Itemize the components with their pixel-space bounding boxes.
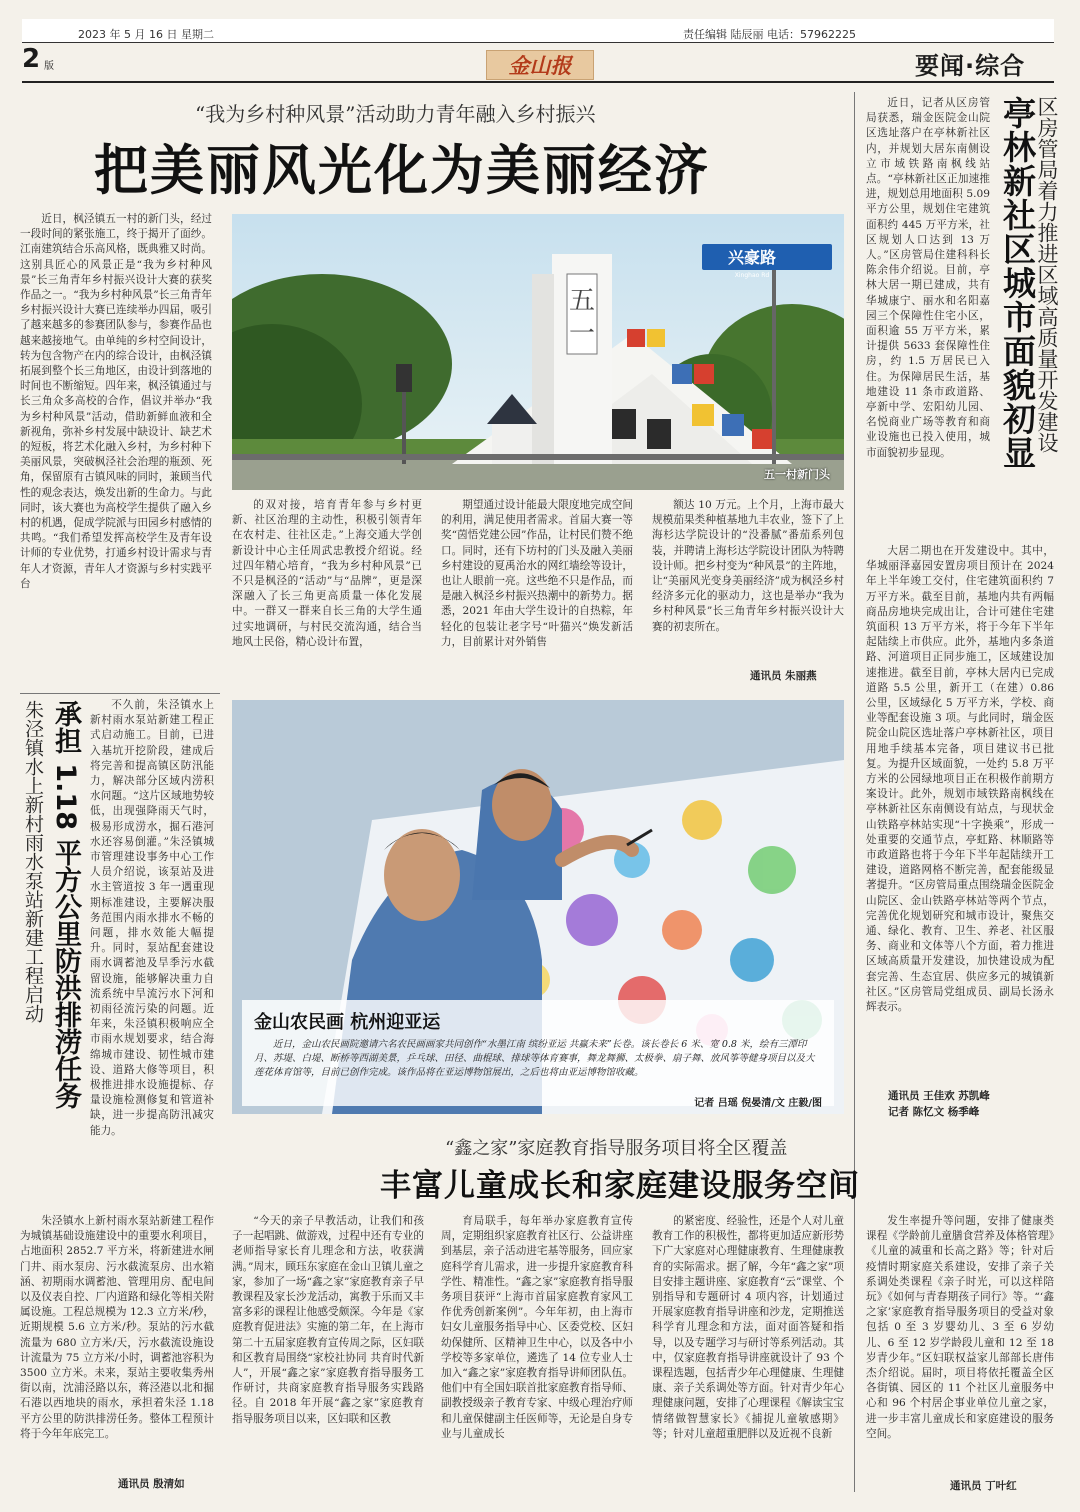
article4-col4: 发生率提升等问题，安排了健康类课程《学龄前儿童膳食营养及体格管理》《儿童的减重和长高之路》等；针对后疫情时期家庭关系建设，安排了亲子关系调处类课程《亲子时光，可以这样陪玩》《如何与青春期孩子同行》等。“‘鑫之家’家庭教育指导服务项目的受益对象包括 0 至 3 岁婴幼儿、3 至 6 岁幼儿、6 至 12 岁学龄段儿童和 12 至 18 岁青少年。”区妇联权益家儿部部长唐伟杰介绍说。届时，项目将依托覆盖全区各街镇、园区的 11 个社区儿童服务中心和 96 个村居企事业单位儿童之家，进一步丰富儿童成长和家庭建设的服务空间。 [866,1215,1054,1440]
article4-byline: 通讯员 丁叶红 [950,1480,1017,1492]
article1-kicker: “我为乡村种风景”活动助力青年融入乡村振兴 [195,102,596,126]
photo-feature-title: 金山农民画 杭州迎亚运 [254,1012,441,1033]
article4-col1: “今天的亲子早教活动，让我们和孩子一起唱跳、做游戏，过程中还有专业的老师指导家长育儿理念和方法，收获满满。”周末，顾珏东家庭在金山卫镇儿童之家，参加了一场“鑫之家”家庭教育亲子早教课程及家长沙龙活动，寓教于乐而又丰富多彩的课程让他感受颇深。今年是《家庭教育促进法》实施的第二年，在上海市第二十五届家庭教育宣传周之际，区妇联和区教育局围绕“家校社协同 共育时代新人”，开展“鑫之家”家庭教育指导服务工作研讨，共商家庭教育指导服务实践路径。自 2018 年开展“鑫之家”家庭教育指导服务项目以来，区妇联和区教 [232,1215,424,1425]
page-suffix: 版 [44,61,54,72]
article1-photo [232,214,844,490]
svg-text:五: 五 [568,286,596,316]
photo-feature-credit: 记者 吕瑶 倪晏清/文 庄毅/图 [694,1098,822,1109]
article2-headline: 亭林新社区城市面貌初显 [998,96,1037,470]
article1-col3: 期望通过设计能最大限度地完成空间的利用，满足使用者需求。首届大赛一等奖“茵悟党建公园”作品，让村民们赞不绝口。同时，还有下坊村的门头及融入美丽乡村建设的夏禹治水的网红墙绘等设计，也让人眼前一亮。这些绝不只是作品，而是融入枫泾乡村振兴热潮中的新势力。据悉，2021 年由大学生设计的自热粽，年轻化的包装让老字号“叶猫兴”焕发新活力，目前累计对外销售 [441,499,633,648]
masthead-text: 金山报 [508,53,572,78]
street-sign-pinyin: Xinghao Rd [734,272,770,279]
article1-byline: 通讯员 朱丽燕 [750,670,817,682]
article3-top-rule [20,693,220,694]
street-sign-text: 兴豪路 [727,248,777,267]
article2-col-bottom: 大居二期也在开发建设中。其中，华城丽泽嘉园安置房项目预计在 2024 年上半年竣工交付，住宅建筑面积约 7 万平方米。截至目前，基地内共有两幅商品房地块完成出让，合计可建住宅建筑面积 13 万平方米，将于今年下半年起陆续上市供应。此外，基地内多条道路、河道项目正同步施工，区域建设加速推进。截至目前，亭林大居内已完成道路 5.5 公里，新开工（在建）0.86 公里，区域绿化 5 万平方米，学校、商业等配套设施 3 项。与此同时，瑞金医院金山院区选址落户亭林新社区，项目用地手续基本完备，项目建议书已批复。为提升区域面貌，一处约 5.8 万平方米的公园绿地项目正在积极作前期方案设计。此外，规划市域铁路南枫线在亭林新社区东南侧设有站点，与现状金山铁路亭林站实现“十字换乘”，形成一处重要的交通节点，亭虹路、林顺路等市政道路也将于今年下半年起陆续开工建设，道路网格不断完善，配套能级显著提升。“区房管局重点围绕瑞金医院金山院区、金山铁路亭林站等两个节点，完善优化规划研究和城市设计，聚焦交通、绿化、教育、卫生、养老、社区服务、商业和文体等八个方面，着力推进区域高质量开发建设，加快建设成为配套完善、生态宜居、供应多元的城镇新社区。”区房管局党组成员、副局长汤永辉表示。 [866,545,1054,1014]
article4-kicker: “鑫之家”家庭教育指导服务项目将全区覆盖 [445,1138,788,1159]
header-date: 2023 年 5 月 16 日 星期二 [78,28,214,41]
article1-headline: 把美丽风光化为美丽经济 [94,139,710,202]
photo-feature-caption-box [242,1000,834,1109]
svg-text:一: 一 [568,319,596,349]
article1-col4: 额达 10 万元。上个月，上海市最大规模茄果类种植基地九丰农业，签下了上海杉达学院设计的“没番腻”番茄系列包装，并聘请上海杉达学院设计团队为特聘设计师。把乡村变为“种风景”的主阵地，让“美丽风光变身美丽经济”成为枫泾乡村经济多元化的驱动力，这也是举办“我为乡村种风景”长三角青年乡村振兴设计大赛的初衷所在。 [652,499,844,633]
article3-subhead: 朱泾镇水上新村雨水泵站新建工程启动 [22,700,44,1023]
photo-feature-text: 近日，金山农民画院邀请六名农民画画家共同创作“水墨江南 缤纷亚运 共赢未来”长卷。该长卷长 6 米、宽 0.8 米，绘有三潭印月、苏堤、白堤、断桥等西湖美景，乒乓球、田径、曲棍球、排球等体育赛事，舞龙舞狮、太极拳、扇子舞、放风筝等健身项目以及大莲花体育馆等，目前已创作完成。该作品将在亚运博物馆展出，之后也将由亚运博物馆收藏。 [254,1039,815,1078]
article3-col: 不久前，朱泾镇水上新村雨水泵站新建工程正式启动施工。目前，已进入基坑开挖阶段，建成后将完善和提高镇区防汛能力，解决部分区域内涝积水问题。“这片区域地势较低，出现强降雨天气时，极易形成涝水，掘石港河水还容易倒灌。”朱泾镇城市管理建设事务中心工作人员介绍说，该泵站及进水主管道按 3 年一遇重现期标准建设，主要解决服务范围内雨水排水不畅的问题，排水效能大幅提升。同时，泵站配套建设雨水调蓄池及旱季污水截留设施，能够解决重力自流系统中旱流污水下河和初雨径流污染的问题。近年来，朱泾镇积极响应全市雨水规划要求，结合海绵城市建设、韧性城市建设、道路大修等项目，积极推进排水设施提标、存量设施检测修复和管道补缺，进一步提高防汛减灾能力。 [90,699,214,1137]
article4-col2: 育局联手，每年举办家庭教育宣传周，定期组织家庭教育社区行、公益讲座到基层，亲子活动进宅基等服务，回应家庭科学育儿需求，进一步提升家庭教育科学性、精准性。“鑫之家”家庭教育指导服务项目获评“上海市首届家庭教育家风工作优秀创新案例”。今年年初，由上海市妇女儿童服务指导中心、区委党校、区妇幼保健所、区精神卫生中心，以及各中小学校等多家单位，遴选了 14 位专业人士加入“鑫之家”家庭教育指导讲师团队伍。他们中有全国妇联首批家庭教育指导师、副教授级亲子教育专家、中级心理治疗师和儿童保健副主任医师等，无论是自身专业与儿童成长 [441,1215,633,1440]
article1-photo-caption: 五一村新门头 [764,468,830,481]
article4-col3: 的紧密度、经验性，还是个人对儿童教育工作的积极性，都将更加适应新形势下广大家庭对心理健康教育、生理健康教育的实际需求。据了解，今年“鑫之家”项目安排主题讲座、家庭教育“云”课堂、个别指导和专题研讨 4 项内容，计划通过开展家庭教育指导讲座和沙龙，定期推送科学育儿理念和方法，面对面答疑和指导，以及专题学习与研讨等系列活动。其中，仅家庭教育指导讲座就设计了 93 个课程选题，包括青少年心理健康、生理健康、亲子关系调处等方面。针对青少年心理健康问题，安排了心理课程《解读宝宝情绪做智慧家长》《捕捉儿童敏感期》等；针对儿童超重肥胖以及近视不良新 [652,1215,844,1440]
article3-byline: 通讯员 殷清如 [118,1478,185,1490]
header-bottom-rule [22,81,1054,83]
article2-subhead: 区房管局着力推进区域高质量开发建设 [1035,96,1059,453]
masthead-logo [486,50,594,80]
article4-headline: 丰富儿童成长和家庭建设服务空间 [380,1168,860,1204]
section-title: 要闻·综合 [915,52,1026,80]
article2-byline1: 通讯员 王佳欢 苏凯峰 [888,1090,990,1102]
photo-feature [232,700,844,1114]
page-number: 2 [22,44,41,74]
article1-col1: 近日，枫泾镇五一村的新门头，经过一段时间的紧张施工，终于揭开了面纱。江南建筑结合乐高风格，既典雅又时尚。这别具匠心的风景正是“我为乡村种风景”长三角青年乡村振兴设计大赛的获奖作品之一。“我为乡村种风景”长三角青年乡村振兴设计大赛已连续举办四届，吸引了越来越多的参赛团队参与，参赛作品也越来越接地气。由单纯的乡村空间设计，转为包含物产在内的综合设计，由枫泾镇拓展到整个长三角地区，由设计到落地的时间也不断缩短。四年来，枫泾镇通过与长三角众多高校的合作，倡议并举办“我为乡村种风景”活动，借助新鲜血液和全新视角，弥补乡村发展中缺设计、缺艺术的短板，将艺术化融入乡村，为乡村种下美丽风景，突破枫泾社会治理的瓶颈、死角，保留原有古镇风味的同时，兼顾当代性的观念表达，焕发出新的生命力。与此同时，该大赛也为高校学生提供了融入乡村的机遇，促成学院派与田园乡村感情的共鸣。“我们希望发挥高校学生及青年设计师的专业优势，打通乡村设计需求与青年人才资源，青年人才资源与乡村实践平台 [20,213,212,590]
article3-col-full: 朱泾镇水上新村雨水泵站新建工程作为城镇基础设施建设中的重要水利项目，占地面积 2852.7 平方米，将新建进水闸门井、雨水泵房、污水截流泵房、出水箱涵、初期雨水调蓄池、管理用房、配电间以及仪表自控、厂内道路和绿化等相关附属设施。工程总规模为 12.3 立方米/秒，近期规模 5.6 立方米/秒。泵站的污水截流量为 680 立方米/天，污水截流设施设计流量为 75 立方米/小时，调蓄池容积为 3500 立方米。未来，泵站主要收集秀州街以南，沈浦泾路以东，蒋泾港以北和掘石港以西地块的雨水，承担着朱泾 1.18 平方公里的防洪排涝任务。整体工程预计将于今年年底完工。 [20,1215,214,1440]
village-gate-image [232,214,844,490]
article1-col2: 的双对接，培育青年参与乡村更新、社区治理的主动性，积极引领青年在农村走、往社区走。”上海交通大学创新设计中心主任周武忠教授介绍说。经过四年精心培育，“我为乡村种风景”已不只是枫泾的“活动”与“品牌”，更是深深融入了长三角更高质量一体化发展中。一群又一群来自长三角的大学生通过实地调研，与村民交流沟通，结合当地风土民俗，精心设计布置， [232,499,422,648]
header-editor: 责任编辑 陆辰丽 电话：57962225 [683,28,856,41]
article3-headline: 承担 1.18 平方公里防洪排涝任务 [50,700,81,1110]
article2-byline2: 记者 陈忆文 杨季峰 [888,1106,980,1118]
article2-col-top: 近日，记者从区房管局获悉，瑞金医院金山院区选址落户在亭林新社区内，并规划大居东南侧设立市域铁路南枫线站点。“亭林新社区正加速推进，规划总用地面积 5.09 平方公里，规划住宅建筑面积约 445 万平方米，社区规划人口达到 13 万人。”区房管局住建科科长陈余伟介绍说。目前，亭林大居一期已建成，共有华城康宁、丽水和名阳嘉园三个保障性住宅小区，面积逾 55 万平方米，累计提供 5633 套保障性住房，约 1.5 万居民已入住。为保障居民生活，基地建设 11 条市政道路、亭新中学、宏阳幼儿园、名悦商业广场等教育和商业设施也已投入使用，城市面貌初步显现。 [866,97,990,459]
right-divider [854,92,855,1492]
